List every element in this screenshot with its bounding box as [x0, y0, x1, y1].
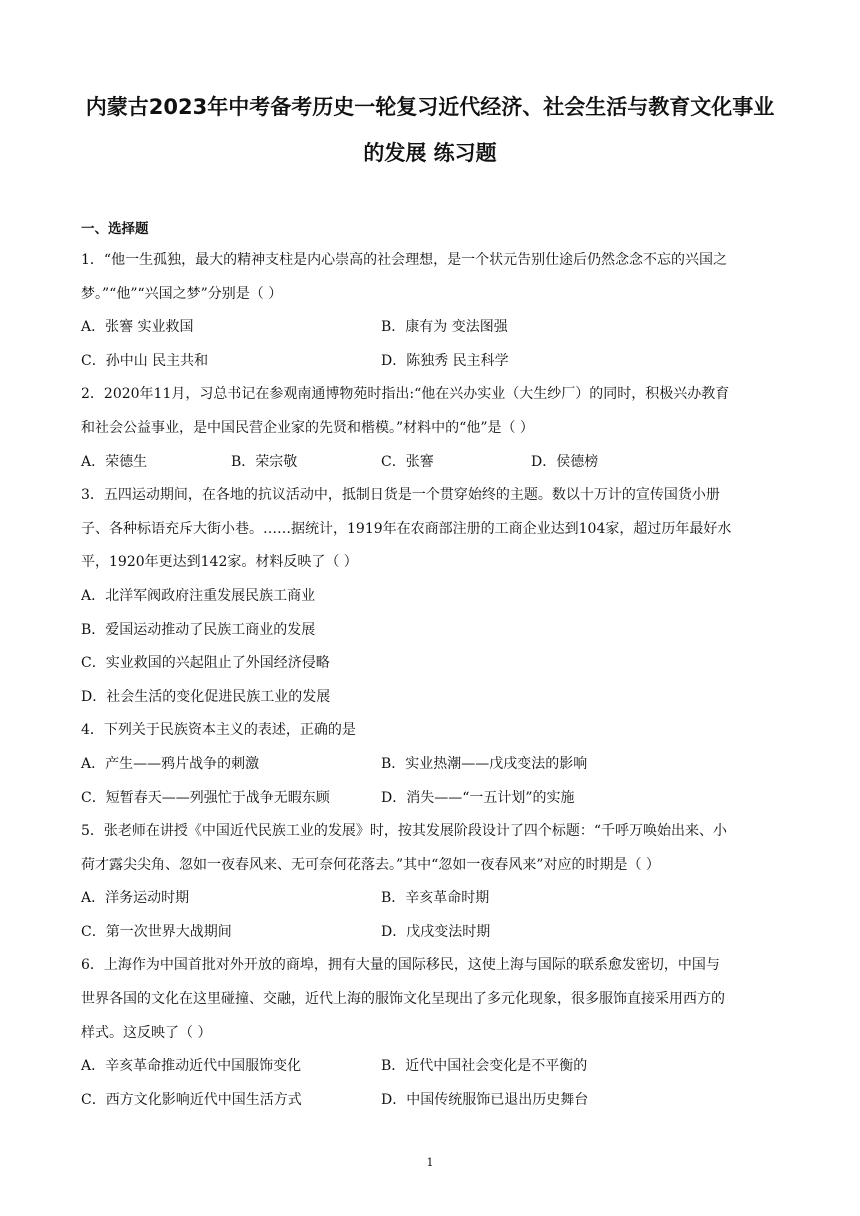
option-c: C．孙中山 民主共和	[81, 352, 209, 369]
option-c: C．西方文化影响近代中国生活方式	[81, 1091, 302, 1108]
option-d: D．陈独秀 民主科学	[381, 352, 509, 369]
page-number: 1	[426, 1156, 434, 1169]
option-d: D．戊戌变法时期	[381, 923, 491, 940]
option-d: D．中国传统服饰已退出历史舞台	[381, 1091, 589, 1108]
option-c: C．短暂春天——列强忙于战争无暇东顾	[81, 789, 330, 806]
option-b: B．荣宗敬	[231, 453, 298, 470]
option-b: B．辛亥革命时期	[381, 890, 490, 907]
question-text-line: 4．下列关于民族资本主义的表述，正确的是	[81, 722, 356, 739]
question-1	[81, 244, 781, 378]
question-2	[81, 378, 781, 479]
option-c: C．实业救国的兴起阻止了外国经济侵略	[81, 655, 330, 672]
option-a: A．北洋军阀政府注重发展民族工商业	[81, 587, 316, 604]
option-a: A．张謇 实业救国	[81, 319, 194, 336]
question-text-line: 子、各种标语充斥大街小巷。……据统计，1919年在农商部注册的工商企业达到104家，超过历年最好水	[81, 520, 732, 537]
question-text-line: 梦。”“他”“兴国之梦”分别是（ ）	[81, 285, 283, 302]
question-text-line: 2．2020年11月，习总书记在参观南通博物苑时指出:“他在兴办实业（大生纱厂）的同时，积极兴办教育	[81, 386, 730, 403]
options-row	[81, 882, 781, 916]
option-b: B．爱国运动推动了民族工商业的发展	[81, 621, 316, 638]
title-line-1: 内蒙古2023年中考备考历史一轮复习近代经济、社会生活与教育文化事业	[85, 95, 775, 119]
option-b: B．实业热潮——戊戌变法的影响	[381, 755, 588, 772]
question-text-line: 3．五四运动期间，在各地的抗议活动中，抵制日货是一个贯穿始终的主题。数以十万计的宣传国货小册	[81, 487, 720, 504]
option-d: D．侯德榜	[531, 453, 599, 470]
question-text-line: 世界各国的文化在这里碰撞、交融，近代上海的服饰文化呈现出了多元化现象，很多服饰直接采用西方的	[81, 991, 725, 1008]
options-row	[81, 782, 781, 816]
option-b: B．近代中国社会变化是不平衡的	[381, 1058, 588, 1075]
option-a: A．辛亥革命推动近代中国服饰变化	[81, 1058, 302, 1075]
question-4	[81, 714, 781, 815]
options-row	[81, 446, 781, 480]
options-row	[81, 748, 781, 782]
option-c: C．张謇	[381, 453, 434, 470]
option-a: A．荣德生	[81, 453, 148, 470]
option-a: A．洋务运动时期	[81, 890, 190, 907]
question-text-line: 荷才露尖尖角、忽如一夜春风来、无可奈何花落去。”其中“忽如一夜春风来”对应的时期是（ ）	[81, 856, 660, 873]
option-a: A．产生——鸦片战争的刺激	[81, 755, 260, 772]
options-row	[81, 1050, 781, 1084]
option-b: B．康有为 变法图强	[381, 319, 508, 336]
option-d: D．消失——“一五计划”的实施	[381, 789, 575, 806]
question-text-line: 和社会公益事业，是中国民营企业家的先贤和楷模。”材料中的“他”是（ ）	[81, 419, 534, 436]
options-row	[81, 345, 781, 379]
question-3	[81, 479, 781, 714]
question-text-line: 1．“他一生孤独，最大的精神支柱是内心崇高的社会理想，是一个状元告别仕途后仍然念念不忘的兴国之	[81, 252, 728, 268]
option-c: C．第一次世界大战期间	[81, 923, 232, 940]
question-6	[81, 949, 781, 1117]
options-row	[81, 1084, 781, 1118]
question-text-line: 平，1920年更达到142家。材料反映了（ ）	[81, 554, 358, 571]
title-line-2: 的发展 练习题	[363, 141, 497, 165]
question-5	[81, 815, 781, 949]
document-title	[60, 84, 800, 176]
options-row	[81, 311, 781, 345]
question-text-line: 样式。这反映了（ ）	[81, 1024, 212, 1041]
option-d: D．社会生活的变化促进民族工业的发展	[81, 688, 331, 705]
question-text-line: 5．张老师在讲授《中国近代民族工业的发展》时，按其发展阶段设计了四个标题：“千呼万唤始出来、小	[81, 823, 728, 840]
document-body	[81, 214, 781, 1117]
question-text-line: 6．上海作为中国首批对外开放的商埠，拥有大量的国际移民，这使上海与国际的联系愈发密切，中国与	[81, 957, 720, 974]
section-heading: 一、选择题	[81, 221, 149, 237]
options-row	[81, 916, 781, 950]
